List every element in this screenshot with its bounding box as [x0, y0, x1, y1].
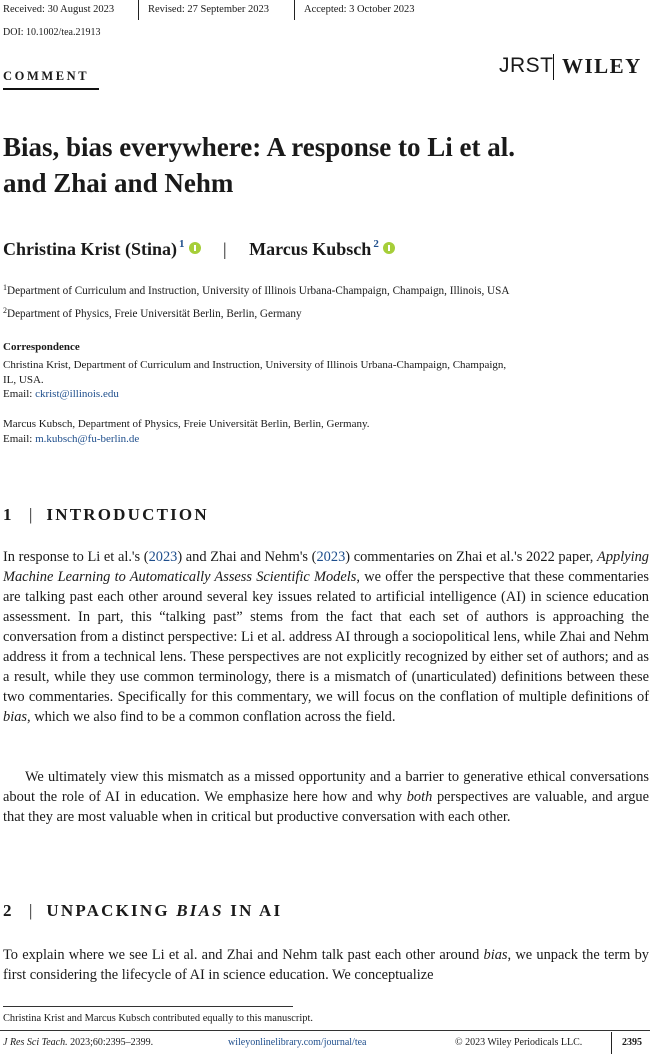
page-number-divider — [611, 1032, 612, 1054]
title-line-2: and Zhai and Nehm — [3, 168, 234, 198]
section-title-part: IN AI — [223, 901, 283, 920]
journal-abbrev: JRST — [499, 54, 554, 77]
emphasis: bias — [483, 947, 508, 963]
date-divider — [138, 0, 139, 20]
orcid-icon[interactable] — [189, 242, 201, 254]
journal-name: J Res Sci Teach. — [3, 1037, 68, 1048]
affiliation-number: 1 — [3, 283, 7, 292]
text-run: , which we also find to be a common conflation across the field. — [27, 709, 396, 725]
correspondence-line: Christina Krist, Department of Curriculum and Instruction, University of Illinois Urbana-Champaign, Champaign, — [3, 359, 507, 371]
correspondence-heading: Correspondence — [3, 341, 80, 353]
emphasis: both — [406, 789, 433, 805]
intro-paragraph-2 — [3, 767, 649, 827]
citation-link[interactable]: 2023 — [316, 549, 346, 565]
citation-link[interactable]: 2023 — [148, 549, 178, 565]
intro-paragraph-1 — [3, 547, 649, 727]
section-bar: | — [29, 505, 33, 524]
footnote-rule — [3, 1006, 293, 1007]
orcid-icon[interactable] — [383, 242, 395, 254]
text-run: ) and Zhai and Nehm's ( — [177, 549, 317, 565]
affiliation-text: Department of Curriculum and Instruction, University of Illinois Urbana-Champaign, Champaign, Illinois, USA — [7, 285, 510, 297]
section-title-part: UNPACKING — [46, 901, 177, 920]
revised-date: Revised: 27 September 2023 — [148, 4, 270, 15]
author-name: Christina Krist (Stina) — [3, 239, 178, 259]
citation-details: 2023;60:2395–2399. — [67, 1037, 154, 1048]
section-number: 1 — [3, 505, 14, 524]
affiliation-1 — [3, 283, 509, 297]
journal-url-link[interactable]: wileyonlinelibrary.com/journal/tea — [228, 1037, 367, 1048]
page-number: 2395 — [622, 1037, 642, 1048]
author-list — [3, 238, 395, 260]
copyright: © 2023 Wiley Periodicals LLC. — [455, 1037, 583, 1048]
emphasis: bias — [3, 709, 27, 725]
email-label: Email: — [3, 432, 36, 445]
title-line-1: Bias, bias everywhere: A response to Li et al. — [3, 132, 515, 162]
text-run: , we unpack the term by first considering the lifecycle of AI in science education. We conceptualize — [3, 947, 649, 983]
correspondence-line: Marcus Kubsch, Department of Physics, Freie Universität Berlin, Berlin, Germany. — [3, 418, 370, 430]
affiliation-number: 2 — [3, 306, 7, 315]
correspondence-line: IL, USA. — [3, 373, 44, 386]
section-title-italic: BIAS — [176, 901, 224, 920]
correspondence-entry-2 — [3, 417, 633, 446]
footnote: Christina Krist and Marcus Kubsch contributed equally to this manuscript. — [3, 1013, 313, 1024]
correspondence-entry-1 — [3, 358, 633, 402]
section2-paragraph-1 — [3, 945, 649, 985]
affiliation-text: Department of Physics, Freie Universität Berlin, Berlin, Germany — [7, 308, 302, 320]
accepted-date: Accepted: 3 October 2023 — [304, 4, 415, 15]
text-run: In response to Li et al.'s ( — [3, 549, 149, 565]
affiliation-2 — [3, 306, 302, 320]
affiliation-marker[interactable]: 1 — [179, 238, 185, 250]
correspondence-email-line — [3, 387, 633, 402]
correspondence-email-line — [3, 432, 633, 447]
author-name: Marcus Kubsch — [249, 239, 372, 259]
brand-divider — [553, 54, 554, 80]
text-run: ) commentaries on Zhai et al.'s 2022 paper, — [345, 549, 598, 565]
email-label: Email: — [3, 388, 36, 400]
footer-citation — [3, 1037, 153, 1048]
author-separator: | — [223, 239, 227, 259]
publication-dates — [0, 0, 650, 20]
publisher-logo: WILEY — [562, 54, 642, 78]
text-run: , we offer the perspective that these commentaries are talking past each other around several key issues related to artificial intelligence (AI) in science education assessment. In part, this “talking past” stems from the fact that each set of authors is approaching the conversation from a distinct perspective: Li et al. address AI through a sociopolitical lens, while Zhai and Nehm address it from a technical lens. These perspectives are not explicitly recognized by either set of authors; and as a result, while they use common terminology, there is a mismatch of (unarticulated) definitions between these two commentaries. Specifically for this commentary, we will focus on the conflation of multiple definitions of — [3, 569, 650, 705]
email-link[interactable]: m.kubsch@fu-berlin.de — [35, 432, 140, 445]
article-type-underline — [3, 88, 99, 90]
received-date: Received: 30 August 2023 — [3, 4, 115, 15]
doi: DOI: 10.1002/tea.21913 — [3, 27, 101, 38]
article-type: COMMENT — [3, 69, 90, 83]
section-title: INTRODUCTION — [46, 505, 209, 524]
text-run: We ultimately view this mismatch as a missed opportunity and a barrier to generative ethical conversations about the role of AI in education. We emphasize here how and why — [3, 769, 649, 805]
article-title — [3, 129, 643, 201]
section-bar: | — [29, 901, 33, 920]
date-divider — [294, 0, 295, 20]
section-heading-unpacking-bias — [3, 901, 282, 921]
affiliation-marker[interactable]: 2 — [373, 238, 379, 250]
text-run: perspectives are valuable, and argue that they are most valuable when in critical but productive conversation with each other. — [3, 789, 650, 825]
section-number: 2 — [3, 901, 14, 920]
email-link[interactable]: ckrist@illinois.edu — [35, 388, 119, 400]
paper-title-italic: Applying Machine Learning to Automatically Assess Scientific Models — [3, 549, 650, 585]
footer-rule — [0, 1030, 650, 1031]
section-heading-introduction — [3, 505, 209, 525]
text-run: To explain where we see Li et al. and Zhai and Nehm talk past each other around — [3, 947, 484, 963]
